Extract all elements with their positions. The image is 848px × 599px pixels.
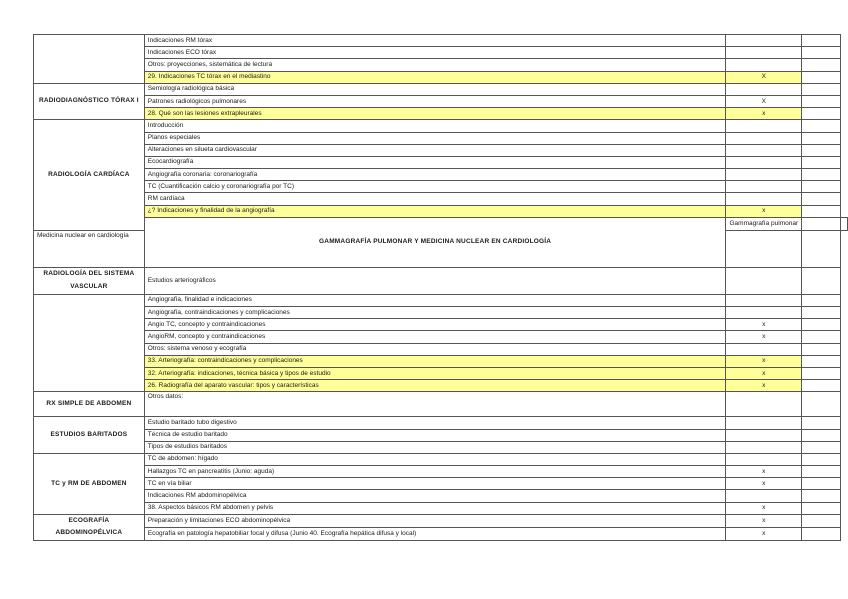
table-row <box>34 156 848 168</box>
topic-cell: Estudio baritado tubo digestivo <box>144 417 726 429</box>
mark-cell <box>726 294 802 306</box>
topic-cell: Técnica de estudio baritado <box>144 429 726 441</box>
empty-cell <box>802 267 841 294</box>
mark-cell <box>802 217 841 230</box>
topics-table <box>33 34 848 541</box>
topic-cell: Alteraciones en silueta cardiovascular <box>144 144 726 156</box>
topic-cell: 28. Qué son las lesiones extrapleurales <box>144 108 726 120</box>
table-row <box>34 294 848 306</box>
table-row <box>34 429 848 441</box>
table-row <box>34 267 848 294</box>
topic-cell: Angiografía, contraindicaciones y complicaciones <box>144 307 726 319</box>
topic-cell: Medicina nuclear en cardiología <box>34 230 145 267</box>
mark-cell <box>726 392 802 417</box>
mark-cell <box>726 35 802 47</box>
mark-cell <box>726 193 802 205</box>
topic-cell: ¿? Indicaciones y finalidad de la angiografía <box>144 205 726 217</box>
empty-cell <box>802 71 841 83</box>
empty-cell <box>802 144 841 156</box>
section-label: RADIOLOGÍA DEL SISTEMA VASCULAR <box>34 267 145 294</box>
mark-cell <box>726 267 802 294</box>
mark-cell: x <box>726 478 802 490</box>
mark-cell <box>726 120 802 132</box>
mark-cell <box>726 47 802 59</box>
empty-cell <box>802 59 841 71</box>
empty-cell <box>802 380 841 392</box>
topic-cell: TC (Cuantificación calcio y coronariografía por TC) <box>144 181 726 193</box>
empty-cell <box>802 355 841 367</box>
topic-cell: RM cardíaca <box>144 193 726 205</box>
mark-cell <box>726 230 802 267</box>
mark-cell: X <box>726 95 802 107</box>
mark-cell <box>726 132 802 144</box>
section-label: ECOGRAFÍA ABDOMINOPÉLVICA <box>34 514 145 540</box>
topic-cell: Otros datos: <box>144 392 726 417</box>
topic-cell: Indicaciones RM tórax <box>144 35 726 47</box>
section-label: GAMMAGRAFÍA PULMONAR Y MEDICINA NUCLEAR EN CARDIOLOGÍA <box>144 217 726 267</box>
topic-cell: Introducción <box>144 120 726 132</box>
empty-cell <box>802 169 841 181</box>
mark-cell <box>726 181 802 193</box>
mark-cell: x <box>726 331 802 343</box>
topic-cell: Preparación y limitaciones ECO abdominopélvica <box>144 514 726 527</box>
table-row <box>34 502 848 514</box>
table-row <box>34 514 848 527</box>
mark-cell <box>726 307 802 319</box>
empty-cell <box>802 35 841 47</box>
table-row <box>34 490 848 502</box>
empty-cell <box>802 205 841 217</box>
empty-cell <box>802 95 841 107</box>
mark-cell: x <box>726 466 802 478</box>
topic-cell: Indicaciones ECO tórax <box>144 47 726 59</box>
table-row <box>34 108 848 120</box>
topic-cell: 32. Arteriografía: indicaciones, técnica básica y tipos de estudio <box>144 367 726 379</box>
topic-cell: TC en vía biliar <box>144 478 726 490</box>
table-row <box>34 71 848 83</box>
empty-cell <box>802 319 841 331</box>
section-label: RADIODIAGNÓSTICO TÓRAX I <box>34 83 145 120</box>
table-row <box>34 35 848 47</box>
empty-cell <box>802 108 841 120</box>
mark-cell <box>726 441 802 453</box>
topic-cell: Otros: proyecciones, sistemática de lectura <box>144 59 726 71</box>
empty-cell <box>802 294 841 306</box>
mark-cell: x <box>726 527 802 540</box>
table-row <box>34 144 848 156</box>
section-label: RADIOLOGÍA CARDÍACA <box>34 120 145 231</box>
section-label: TC y RM DE ABDOMEN <box>34 453 145 514</box>
topic-cell: 38. Aspectos básicos RM abdomen y pelvis <box>144 502 726 514</box>
table-row <box>34 355 848 367</box>
table-row <box>34 132 848 144</box>
table-row <box>34 59 848 71</box>
empty-cell <box>802 120 841 132</box>
mark-cell: x <box>726 205 802 217</box>
table-row <box>34 478 848 490</box>
empty-cell <box>802 441 841 453</box>
empty-cell <box>802 181 841 193</box>
mark-cell: x <box>726 502 802 514</box>
table-row <box>34 417 848 429</box>
topic-cell: 33. Arteriografía: contraindicaciones y complicaciones <box>144 355 726 367</box>
table-row <box>34 83 848 95</box>
topic-cell: Patrones radiológicos pulmonares <box>144 95 726 107</box>
empty-cell <box>802 417 841 429</box>
table-row <box>34 169 848 181</box>
section-label: ESTUDIOS BARITADOS <box>34 417 145 454</box>
topic-cell: Tipos de estudios baritados <box>144 441 726 453</box>
mark-cell: x <box>726 380 802 392</box>
table-row <box>34 47 848 59</box>
empty-cell <box>802 83 841 95</box>
empty-cell <box>802 331 841 343</box>
mark-cell <box>726 490 802 502</box>
topic-cell: Otros: sistema venoso y ecografía <box>144 343 726 355</box>
table-row <box>34 307 848 319</box>
mark-cell: x <box>726 319 802 331</box>
topic-cell: Estudios arteriográficos <box>144 267 726 294</box>
mark-cell <box>726 453 802 465</box>
mark-cell: x <box>726 514 802 527</box>
topic-cell: 26. Radiografía del aparato vascular: tipos y características <box>144 380 726 392</box>
empty-cell <box>841 217 848 230</box>
mark-cell: X <box>726 71 802 83</box>
table-row <box>34 380 848 392</box>
empty-cell <box>802 132 841 144</box>
table-row <box>34 466 848 478</box>
section-label <box>34 294 145 392</box>
empty-cell <box>802 367 841 379</box>
table-row <box>34 120 848 132</box>
topic-cell: Angiografía, finalidad e indicaciones <box>144 294 726 306</box>
empty-cell <box>802 392 841 417</box>
table-row <box>34 217 848 230</box>
mark-cell <box>726 59 802 71</box>
empty-cell <box>802 527 841 540</box>
section-label: RX SIMPLE DE ABDOMEN <box>34 392 145 417</box>
empty-cell <box>802 156 841 168</box>
mark-cell: x <box>726 367 802 379</box>
empty-cell <box>802 230 841 267</box>
table-row <box>34 367 848 379</box>
table-row <box>34 441 848 453</box>
table-row <box>34 343 848 355</box>
table-row <box>34 392 848 417</box>
mark-cell <box>726 343 802 355</box>
empty-cell <box>802 466 841 478</box>
table-row <box>34 181 848 193</box>
table-row <box>34 331 848 343</box>
empty-cell <box>802 429 841 441</box>
empty-cell <box>802 193 841 205</box>
empty-cell <box>802 514 841 527</box>
topic-cell: Planos especiales <box>144 132 726 144</box>
topic-cell: Gammagrafía pulmonar <box>726 217 802 230</box>
empty-cell <box>802 47 841 59</box>
topic-cell: Semiología radiológica básica <box>144 83 726 95</box>
topic-cell: Ecografía en patología hepatobiliar focal y difusa (Junio 40. Ecografía hepática difusa y local) <box>144 527 726 540</box>
topic-cell: TC de abdomen: hígado <box>144 453 726 465</box>
mark-cell <box>726 83 802 95</box>
section-label <box>34 35 145 84</box>
topic-cell: Hallazgos TC en pancreatitis (Junio: aguda) <box>144 466 726 478</box>
empty-cell <box>802 502 841 514</box>
mark-cell <box>726 417 802 429</box>
empty-cell <box>802 343 841 355</box>
table-row <box>34 193 848 205</box>
topic-cell: AngioRM, concepto y contraindicaciones <box>144 331 726 343</box>
topic-cell: 29. Indicaciones TC tórax en el mediastino <box>144 71 726 83</box>
topic-cell: Ecocardiografía <box>144 156 726 168</box>
mark-cell <box>726 429 802 441</box>
table-row <box>34 527 848 540</box>
mark-cell <box>726 156 802 168</box>
topic-cell: Angio TC, concepto y contraindicaciones <box>144 319 726 331</box>
topic-cell: Angiografía coronaria: coronariografía <box>144 169 726 181</box>
empty-cell <box>802 453 841 465</box>
table-row <box>34 95 848 107</box>
table-row <box>34 319 848 331</box>
empty-cell <box>802 307 841 319</box>
mark-cell: x <box>726 108 802 120</box>
mark-cell: x <box>726 355 802 367</box>
empty-cell <box>802 490 841 502</box>
mark-cell <box>726 144 802 156</box>
table-row <box>34 453 848 465</box>
table-row <box>34 205 848 217</box>
topic-cell: Indicaciones RM abdominopélvica <box>144 490 726 502</box>
mark-cell <box>726 169 802 181</box>
empty-cell <box>802 478 841 490</box>
topics-table-body <box>34 35 848 541</box>
